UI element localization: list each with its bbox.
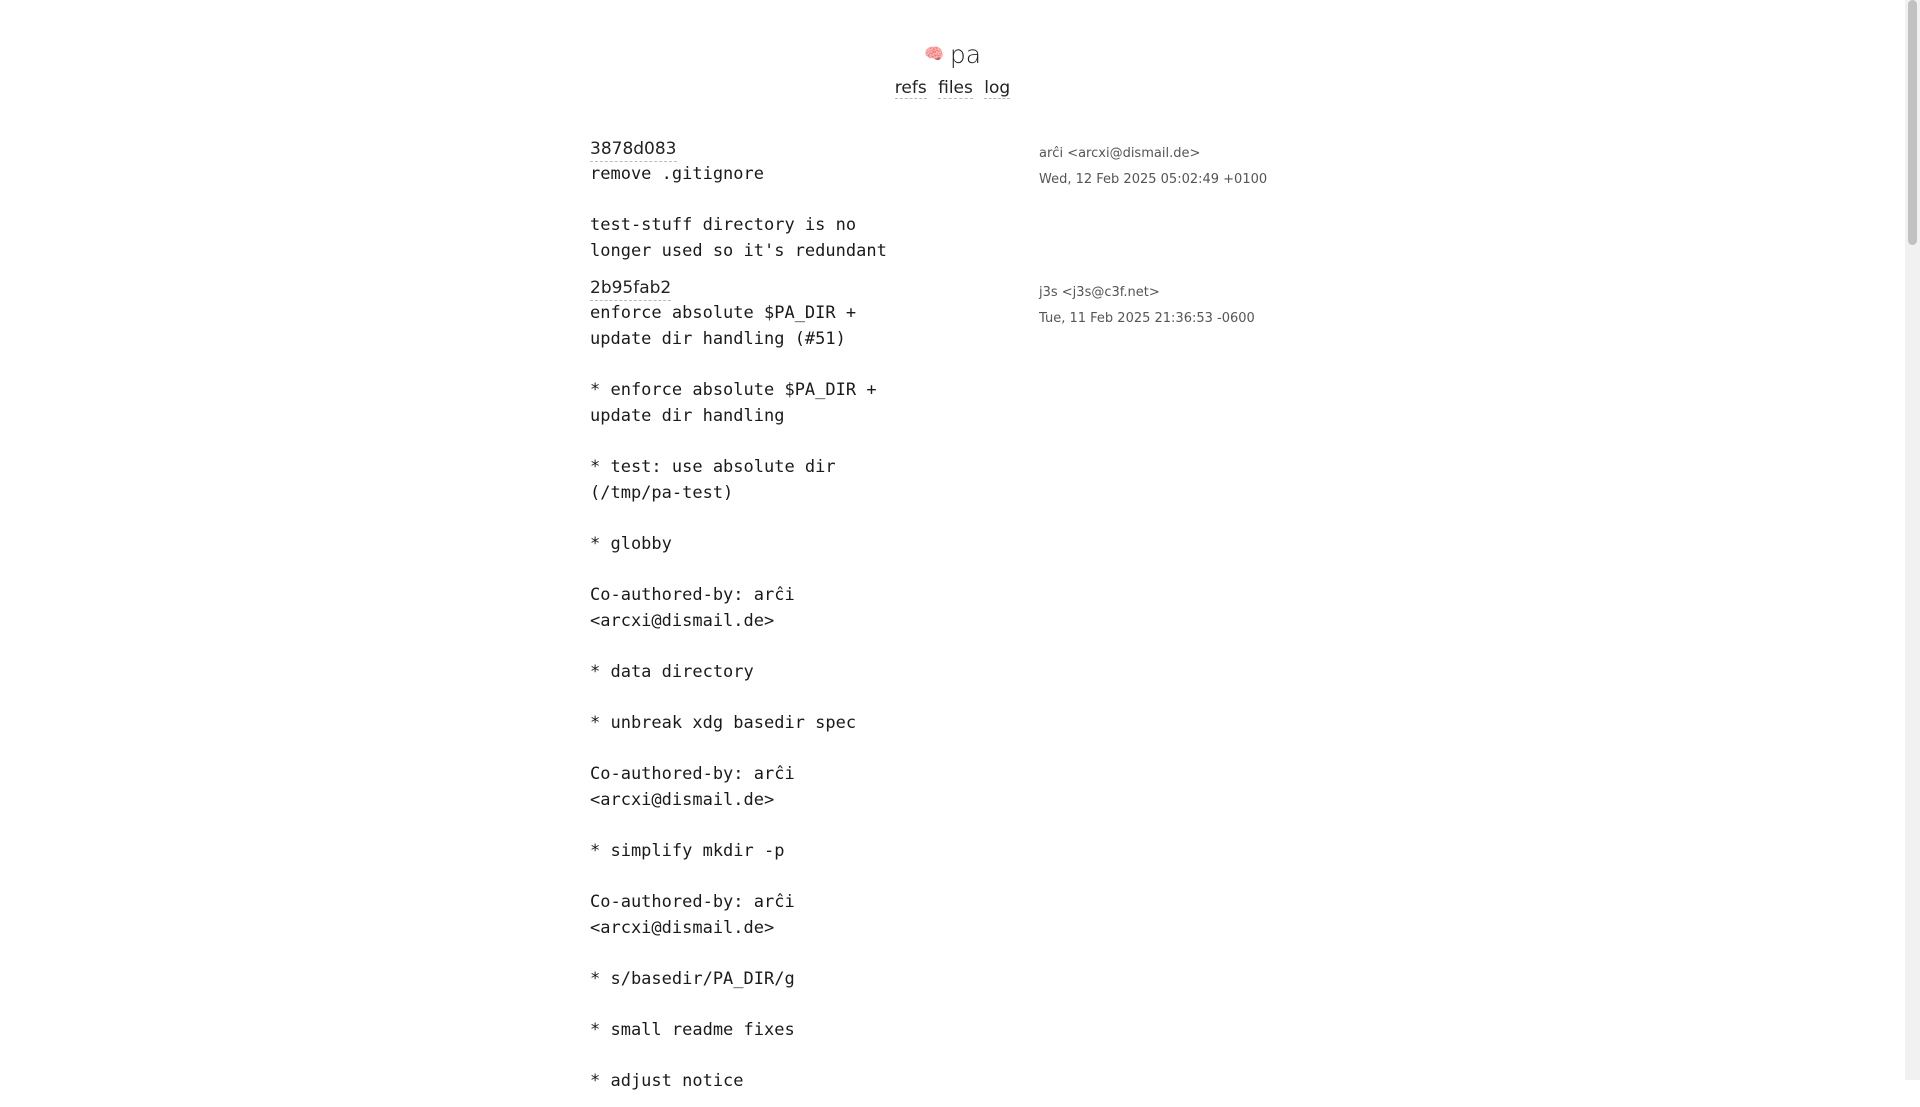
page-scrollbar[interactable] bbox=[1905, 0, 1920, 1080]
repo-name: pa bbox=[949, 40, 982, 69]
commit-body bbox=[590, 137, 920, 264]
nav-log-link[interactable]: log bbox=[984, 78, 1011, 98]
commit-date: Tue, 11 Feb 2025 21:36:53 -0600 bbox=[1039, 311, 1255, 327]
nav-files-link[interactable]: files bbox=[938, 78, 973, 98]
repo-nav bbox=[0, 77, 1905, 99]
commit-date: Wed, 12 Feb 2025 05:02:49 +0100 bbox=[1039, 172, 1268, 187]
commit-meta bbox=[1039, 280, 1255, 332]
commit-hash-link[interactable]: 2b95fab2 bbox=[590, 276, 671, 301]
commit-message: enforce absolute $PA_DIR + update dir handling (#51) * enforce absolute $PA_DIR + update dir handling * test: use absolute dir (/tmp/pa-test) * globby Co-authored-by: arĉi <arcxi@dismail.de> * data directory * unbreak xdg basedir spec Co-authored-by: arĉi <arcxi@dismail.de> * simplify mkdir -p Co-authored-by: arĉi <arcxi@dismail.de> * s/basedir/PA_DIR/g * small readme fixes * adjust notice bbox=[590, 303, 877, 1092]
nav-refs-link[interactable]: refs bbox=[894, 78, 927, 98]
commit-author: arĉi <arcxi@dismail.de> bbox=[1039, 146, 1201, 161]
commit-message: remove .gitignore test-stuff directory is no longer used so it's redundant bbox=[590, 164, 887, 261]
commit-entry bbox=[590, 276, 1350, 1094]
commit-hash-link[interactable]: 3878d083 bbox=[590, 137, 677, 162]
repo-header bbox=[0, 40, 1905, 99]
commit-meta bbox=[1039, 141, 1267, 193]
repo-icon: 🧠 bbox=[923, 44, 944, 63]
repo-title bbox=[924, 40, 981, 70]
scrollbar-thumb[interactable] bbox=[1908, 0, 1917, 245]
commit-body bbox=[590, 276, 920, 1094]
commit-log bbox=[590, 137, 1350, 1107]
commit-author: j3s <j3s@c3f.net> bbox=[1039, 285, 1160, 301]
commit-entry bbox=[590, 137, 1350, 264]
